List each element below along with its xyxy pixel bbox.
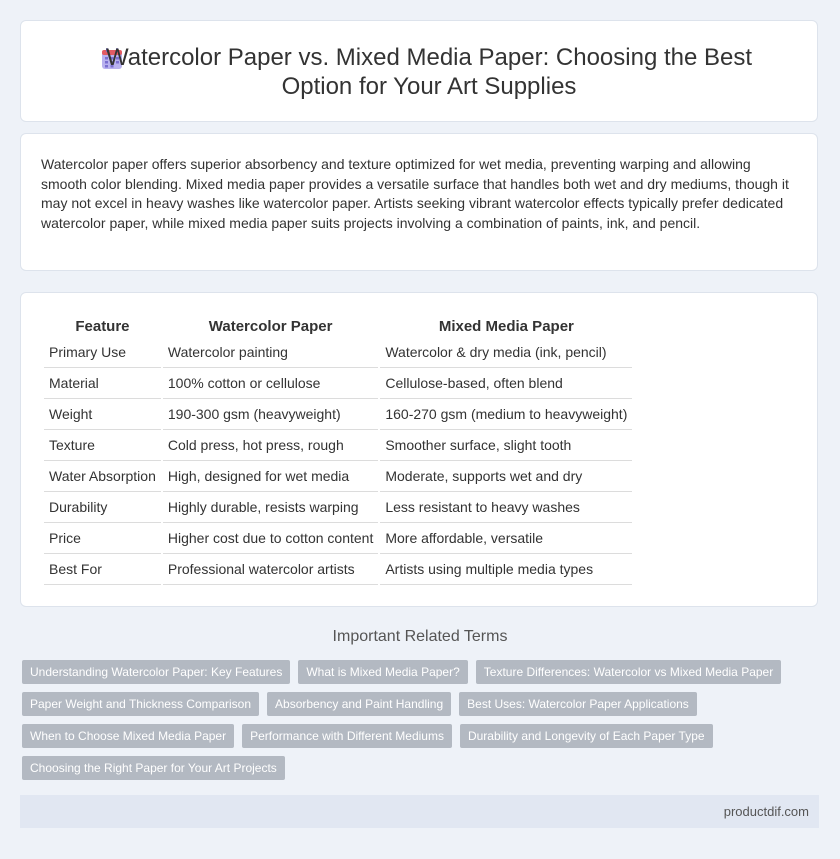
table-cell: Primary Use [44,337,161,368]
table-cell: Less resistant to heavy washes [380,492,632,523]
table-cell: Durability [44,492,161,523]
term-tag[interactable]: Understanding Watercolor Paper: Key Features [22,660,290,684]
table-cell: Watercolor & dry media (ink, pencil) [380,337,632,368]
term-tag[interactable]: Paper Weight and Thickness Comparison [22,692,259,716]
column-header: Watercolor Paper [208,318,333,335]
table-cell: Artists using multiple media types [380,554,632,585]
comparison-card [20,292,818,607]
column-header: Mixed Media Paper [438,318,574,335]
table-row [44,337,632,368]
table-cell: Texture [44,430,161,461]
table-cell: Highly durable, resists warping [163,492,378,523]
page-title: Watercolor Paper vs. Mixed Media Paper: Choosing the Best Option for Your Art Supplies [105,44,753,100]
footer [20,795,819,828]
comparison-table [42,317,634,585]
table-cell: Smoother surface, slight tooth [380,430,632,461]
term-tag[interactable]: When to Choose Mixed Media Paper [22,724,234,748]
table-cell: 190-300 gsm (heavyweight) [163,399,378,430]
term-tag[interactable]: Texture Differences: Watercolor vs Mixed Media Paper [476,660,781,684]
term-tag[interactable]: Choosing the Right Paper for Your Art Projects [22,756,285,780]
table-row [44,430,632,461]
related-terms-title: Important Related Terms [332,628,508,645]
table-cell: More affordable, versatile [380,523,632,554]
table-row [44,554,632,585]
table-cell: Professional watercolor artists [163,554,378,585]
table-row [44,492,632,523]
intro-card [20,133,818,271]
intro-text: Watercolor paper offers superior absorbency and texture optimized for wet media, preventing warping and allowing smooth color blending. Mixed media paper provides a versatile surface that handles both wet and dry mediums, though it may not excel in heavy washes like watercolor paper. Artists seeking vibrant watercolor effects typically prefer dedicated watercolor paper, while mixed media paper suits projects involving a combination of paints, ink, and pencil. [41,156,789,231]
table-cell: High, designed for wet media [163,461,378,492]
term-tag[interactable]: Performance with Different Mediums [242,724,452,748]
table-cell: Water Absorption [44,461,161,492]
table-cell: Watercolor painting [163,337,378,368]
table-cell: Moderate, supports wet and dry [380,461,632,492]
footer-site[interactable]: productdif.com [723,804,809,819]
table-header-row [44,317,632,337]
column-header: Feature [75,318,130,335]
table-cell: 160-270 gsm (medium to heavyweight) [380,399,632,430]
table-cell: Higher cost due to cotton content [163,523,378,554]
table-cell: Material [44,368,161,399]
table-row [44,523,632,554]
table-row [44,461,632,492]
table-cell: Best For [44,554,161,585]
term-tag[interactable]: Absorbency and Paint Handling [267,692,451,716]
term-tag[interactable]: What is Mixed Media Paper? [298,660,467,684]
table-cell: Cellulose-based, often blend [380,368,632,399]
table-cell: Price [44,523,161,554]
table-row [44,399,632,430]
term-tag[interactable]: Durability and Longevity of Each Paper Type [460,724,713,748]
table-cell: Cold press, hot press, rough [163,430,378,461]
term-tag[interactable]: Best Uses: Watercolor Paper Applications [459,692,697,716]
header-card [20,20,818,122]
related-terms-list [22,660,802,780]
table-cell: Weight [44,399,161,430]
table-cell: 100% cotton or cellulose [163,368,378,399]
table-row [44,368,632,399]
